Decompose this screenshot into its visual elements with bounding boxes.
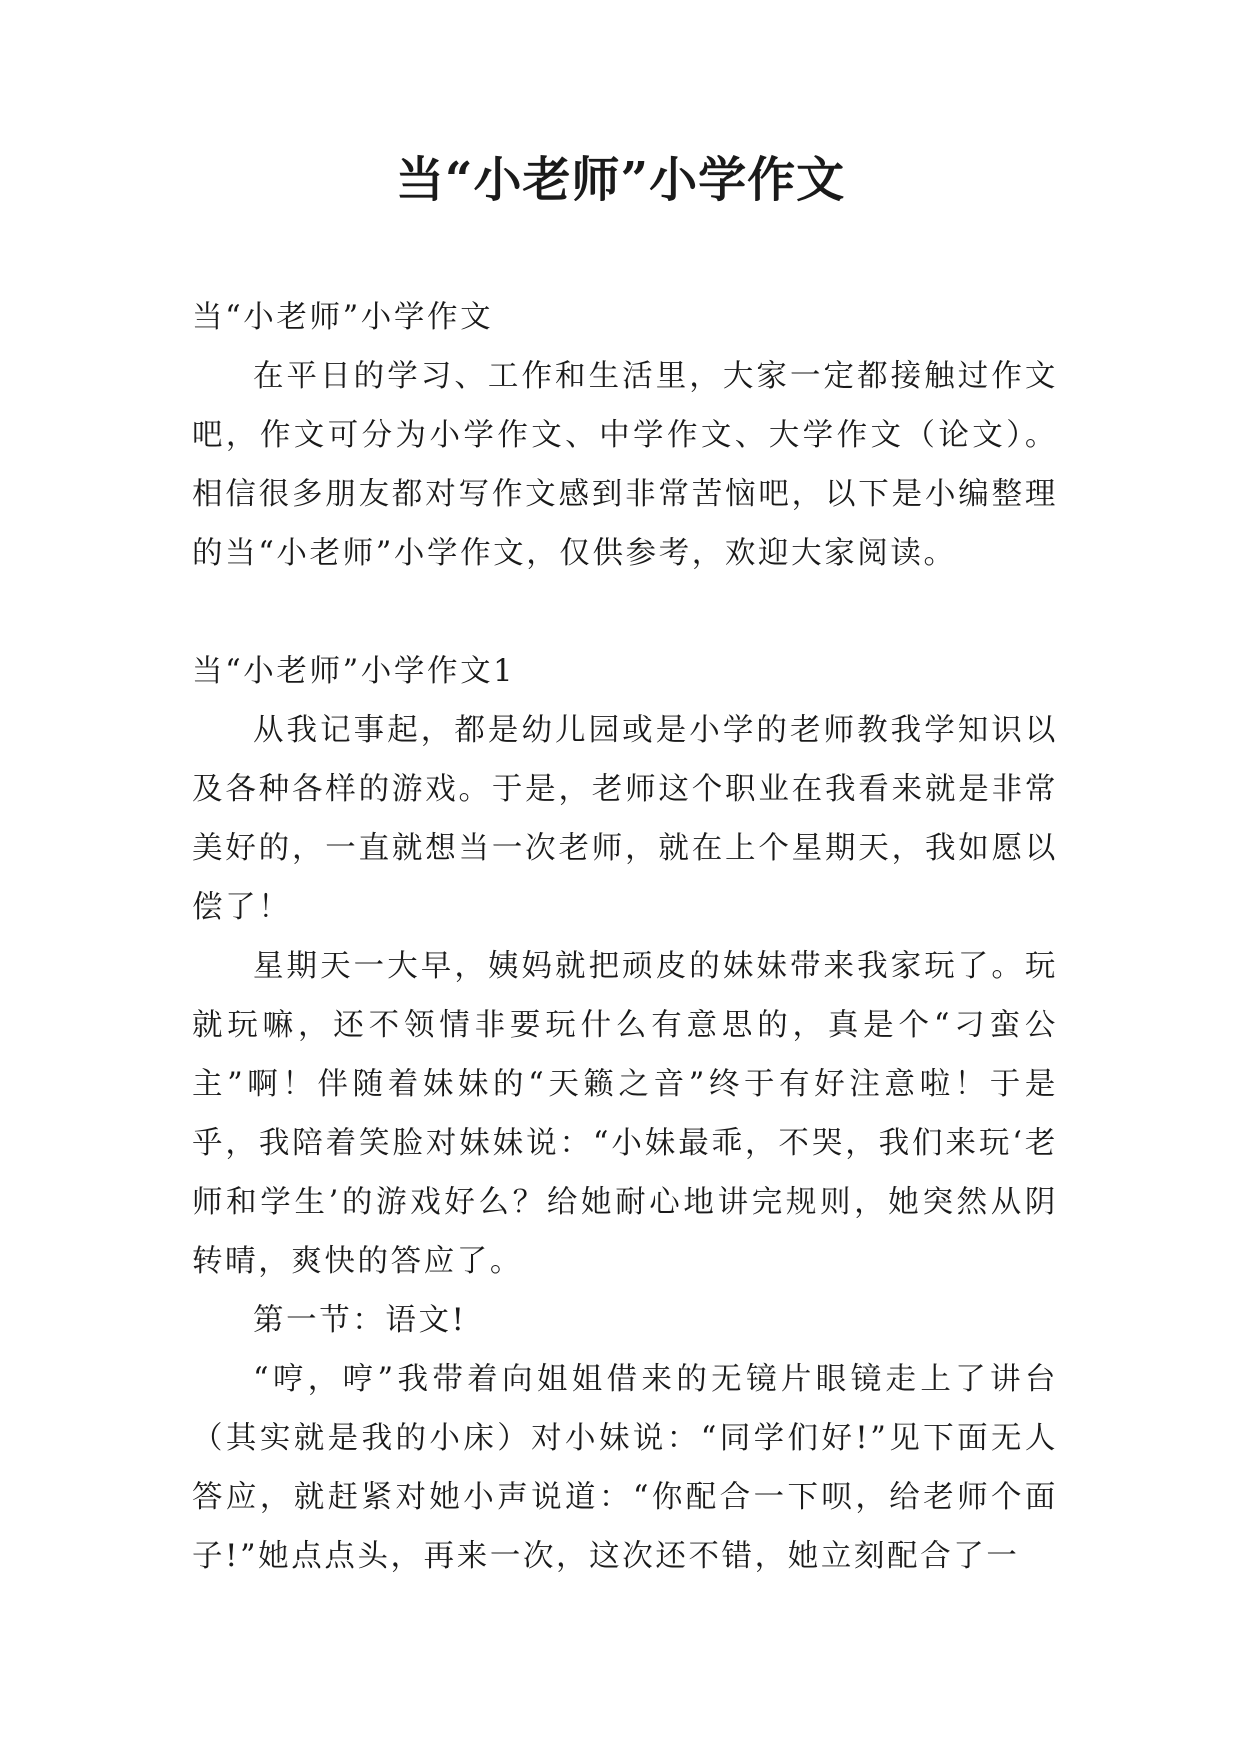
body-paragraph: “哼，哼”我带着向姐姐借来的无镜片眼镜走上了讲台（其实就是我的小床）对小妹说：“同学们好!”见下面无人答应，就赶紧对她小声说道：“你配合一下呗，给老师个面子!”她点点头，再来一次，这次还不错，她立刻配合了一 (192, 1362, 1058, 1574)
document-title: 当“小老师”小学作文 (395, 152, 846, 208)
body-paragraph: 星期天一大早，姨妈就把顽皮的妹妹带来我家玩了。玩就玩嘛，还不领情非要玩什么有意思的，真是个“刁蛮公主”啊！伴随着妹妹的“天籁之音”终于有好注意啦！于是乎，我陪着笑脸对妹妹说：“小妹最乖，不哭，我们来玩‘老师和学生’的游戏好么？给她耐心地讲完规则，她突然从阴转晴，爽快的答应了。 (192, 949, 1058, 1279)
body-paragraph: 第一节：语文! (253, 1303, 467, 1338)
document-body (192, 288, 1058, 1586)
paragraph-spacer (192, 583, 1058, 642)
body-paragraph: 从我记事起，都是幼儿园或是小学的老师教我学知识以及各种各样的游戏。于是，老师这个职业在我看来就是非常美好的，一直就想当一次老师，就在上个星期天，我如愿以偿了！ (192, 713, 1058, 925)
intro-paragraph: 在平日的学习、工作和生活里，大家一定都接触过作文吧，作文可分为小学作文、中学作文、大学作文（论文）。相信很多朋友都对写作文感到非常苦恼吧，以下是小编整理的当“小老师”小学作文，仅供参考，欢迎大家阅读。 (192, 359, 1058, 571)
section-heading: 当“小老师”小学作文1 (192, 654, 516, 689)
article-subtitle: 当“小老师”小学作文 (192, 300, 494, 335)
